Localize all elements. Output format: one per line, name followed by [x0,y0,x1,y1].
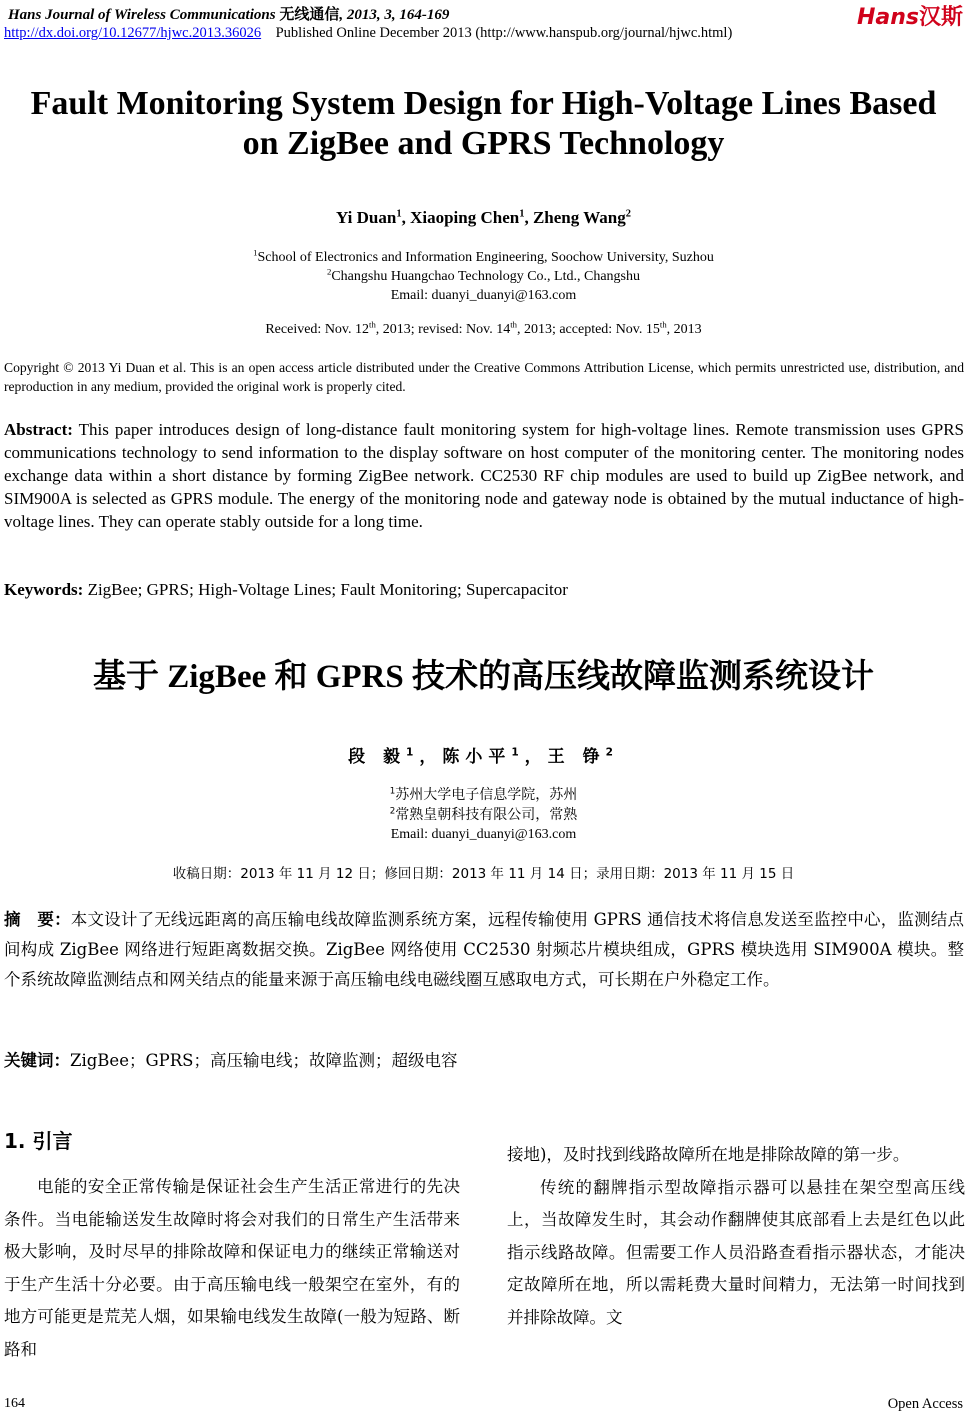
revised-sup: th [510,319,517,330]
author-2: Xiaoping Chen [410,208,520,227]
keywords-text: ZigBee; GPRS; High-Voltage Lines; Fault Monitoring; Supercapacitor [87,580,568,599]
journal-name-cn: 无线通信 [279,7,340,23]
aff-1-text: School of Electronics and Information Engineering, Soochow University, Suzhou [257,250,714,265]
authors-en: Yi Duan$^1$, Xiaoping Chen$^1$, Zheng Wang$^2$ [336,208,631,227]
authors-cn: 段 毅$^1$，陈小平$^1$，王 铮$^2$ [348,746,619,767]
author-3-sup: 2 [625,208,631,220]
affiliation-cn-1 [0,785,967,805]
received-dates-en [0,319,967,338]
title-line-1: Fault Monitoring System Design for High-Voltage Lines Based [30,85,937,122]
journal-issue: , 2013, 3, 164-169 [339,7,450,23]
author-cn-3: 王 铮 [547,747,606,767]
accepted-sup: th [659,319,667,330]
aff-2-text: Changshu Huangchao Technology Co., Ltd., Changshu [331,269,640,284]
aff-cn-1-text: 苏州大学电子信息学院，苏州 [395,787,578,803]
abstract-cn-text: 本文设计了无线远距离的高压输电线故障监测系统方案，远程传输使用 GPRS 通信技术将信息发送至监控中心，监测结点间构成 ZigBee 网络进行短距离数据交换。ZigBee 网络使用 CC2530 射频芯片模块组成，GPRS 模块选用 SIM900A 模块。整个系统故障监测结点和网关结点的能量来源于高压输电线电磁线圈互感取电方式，可长期在户外稳定工作。 [4,910,965,989]
received-dates-cn: 收稿日期：2013 年 11 月 12 日；修回日期：2013 年 11 月 14 日；录用日期：2013 年 11 月 15 日 [172,866,795,882]
author-3: Zheng Wang [532,208,626,227]
paper-title-en [0,84,967,164]
copyright-notice: Copyright © 2013 Yi Duan et al. This is an open access article distributed under the Creative Commons Attribution License, which permits unrestricted use, distribution, and reproduction in any medium, provided the original work is properly cited. [4,360,964,394]
author-cn-1-sup: 1 [406,746,420,759]
left-column [4,1171,460,1366]
received-label: Received: Nov. 12 [265,322,370,337]
aff-cn-2-text: 常熟皇朝科技有限公司，常熟 [395,807,578,823]
journal-header [8,3,449,24]
logo-cn: 汉斯 [918,5,963,30]
abstract-label: Abstract: [4,420,73,439]
author-cn-3-sup: 2 [605,746,619,759]
email-cn: Email: duanyi_duanyi@163.com [390,827,577,842]
doi-link[interactable]: http://dx.doi.org/10.12677/hjwc.2013.36026 [4,25,262,41]
abstract-cn-label: 摘 要： [4,910,71,929]
author-1-sup: 1 [396,208,402,220]
aff-2-sup: 2 [326,266,332,277]
author-cn-1: 段 毅 [348,747,406,767]
open-access-label: Open Access [887,1396,963,1412]
journal-name: Hans Journal of Wireless Communications [8,7,276,23]
abstract-en [4,418,964,533]
left-paragraph-1: 电能的安全正常传输是保证社会生产生活正常进行的先决条件。当电能输送发生故障时将会对我们的日常生产生活带来极大影响，及时尽早的排除故障和保证电力的继续正常输送对于生产生活十分必要。由于高压输电线一般架空在室外，有的地方可能更是荒芜人烟，如果输电线发生故障(一般为短路、断路和 [4,1177,460,1359]
abstract-cn [4,905,964,995]
accepted-label: , 2013; accepted: Nov. 15 [516,322,660,337]
revised-label: , 2013; revised: Nov. 14 [375,322,511,337]
author-cn-2: 陈小平 [442,747,512,767]
author-1: Yi Duan [336,208,397,227]
affiliation-1 [0,248,967,267]
keywords-en [4,580,568,600]
section-1-title: 1. 引言 [4,1129,73,1153]
keywords-label: Keywords: [4,580,84,599]
affiliation-cn-2 [0,805,967,825]
title-line-2: on ZigBee and GPRS Technology [242,125,725,162]
received-sup: th [369,319,376,330]
right-column [507,1139,965,1334]
aff-cn-2-sup: 2 [389,806,396,817]
page-number: 164 [4,1396,25,1411]
aff-1-sup: 1 [253,247,258,258]
aff-cn-1-sup: 1 [389,786,396,797]
email-en: Email: duanyi_duanyi@163.com [390,288,577,303]
published-info: Published Online December 2013 (http://www.hanspub.org/journal/hjwc.html) [275,25,733,41]
affiliations-en [0,248,967,305]
doi-line [4,25,732,42]
keywords-cn [4,1047,457,1071]
keywords-cn-text: ZigBee；GPRS；高压输电线；故障监测；超级电容 [70,1051,458,1070]
received-tail: , 2013 [666,322,702,337]
affiliation-2 [0,267,967,286]
affiliations-cn [0,785,967,845]
author-cn-2-sup: 1 [511,746,525,759]
right-paragraph-2: 传统的翻牌指示型故障指示器可以悬挂在架空型高压线上，当故障发生时，其会动作翻牌使其底部看上去是红色以此指示线路故障。但需要工作人员沿路查看指示器状态，才能决定故障所在地，所以需耗费大量时间精力，无法第一时间找到并排除故障。文 [507,1177,965,1327]
abstract-text: This paper introduces design of long-distance fault monitoring system for high-voltage lines. Remote transmission uses GPRS communications technology to send information to the display software on host computer of the monitoring center. The monitoring nodes exchange data within a short distance by forming ZigBee network. CC2530 RF chip modules are used to build up ZigBee network, and SIM900A is selected as GPRS module. The energy of the monitoring node and gateway node is obtained by the mutual inductance of high-voltage lines. They can operate stably outside for a long time. [4,420,964,531]
author-2-sup: 1 [519,208,525,220]
right-paragraph-1: 接地)，及时找到线路故障所在地是排除故障的第一步。 [507,1145,910,1164]
paper-title-cn: 基于 ZigBee 和 GPRS 技术的高压线故障监测系统设计 [93,659,874,695]
keywords-cn-label: 关键词： [4,1051,70,1070]
hans-logo [857,0,963,31]
logo-latin: Hans [856,5,919,30]
